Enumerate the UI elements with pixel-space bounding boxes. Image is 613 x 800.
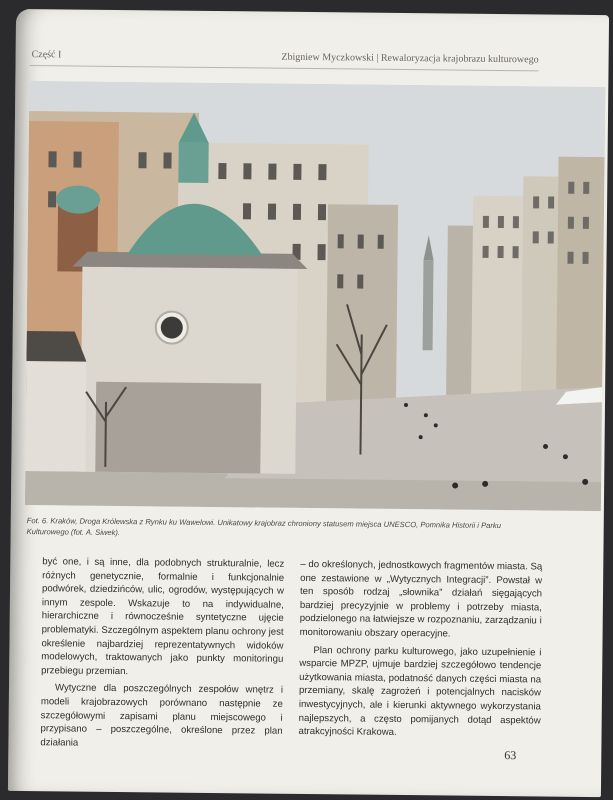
krakow-photo bbox=[25, 81, 605, 511]
header-title: Zbigniew Myczkowski | Rewaloryzacja krajobrazu kulturowego bbox=[281, 51, 539, 66]
paragraph: być one, i są inne, dla podobnych strukturalnie, lecz różnych genetycznie, formalnie i funkcjonalnie podwórek, dziedzińców, ulic, ogrodów, występujących w innym zespole. Wskazuje to na indywidualne, hierarchiczne i równocześnie syntetyczne ujęcie problematyki. Szczególnym aspektem planu ochrony jest określenie najbardziej reprezentatywnych widoków modelowych, traktowanych jako punkty monitoringu przebiegu przemian. bbox=[41, 556, 285, 677]
body-column-right bbox=[298, 558, 542, 745]
photo-illustration bbox=[25, 81, 605, 511]
paragraph: Plan ochrony parku kulturowego, jako uzupełnienie i wsparcie MPZP, ujmuje bardziej szczegółowo tendencje użytkowania miasta, podatność danych części miasta na przemiany, skalę zagrożeń i potencjalnych nacisków inwestycyjnych, ale i kierunki aktywnego wykorzystania najlepszych, a często pomijanych dotąd aspektów atrakcyjności Krakowa. bbox=[298, 644, 542, 739]
paragraph: Wytyczne dla poszczególnych zespołów wnętrz i modeli krajobrazowych porównano następnie ze szczegółowymi zapisami planu miejscowego i przypisano – poszczególne, określone przez plan działania bbox=[40, 682, 284, 749]
photo-caption: Fot. 6. Kraków, Droga Królewska z Rynku ku Wawelowi. Unikatowy krajobraz chroniony statusem miejsca UNESCO, Pomnika Historii i Parku Kulturowego (fot. A. Siwek). bbox=[26, 516, 501, 538]
header-part: Część I bbox=[31, 49, 62, 61]
body-column-left bbox=[40, 555, 284, 756]
page-number: 63 bbox=[504, 748, 517, 763]
running-header bbox=[30, 43, 539, 71]
paragraph: – do określonych, jednostkowych fragmentów miasta. Są one zestawione w „Wytycznych Integracji”. Powstał w ten sposób rodzaj „słownika” działań sięgających bardziej precyzyjnie w problemy i potrzeby miasta, podzielonego na łatwiejsze w rozpoznaniu, zarządzaniu i monitorowaniu obszary operacyjne. bbox=[299, 558, 543, 640]
book-page bbox=[8, 9, 609, 797]
